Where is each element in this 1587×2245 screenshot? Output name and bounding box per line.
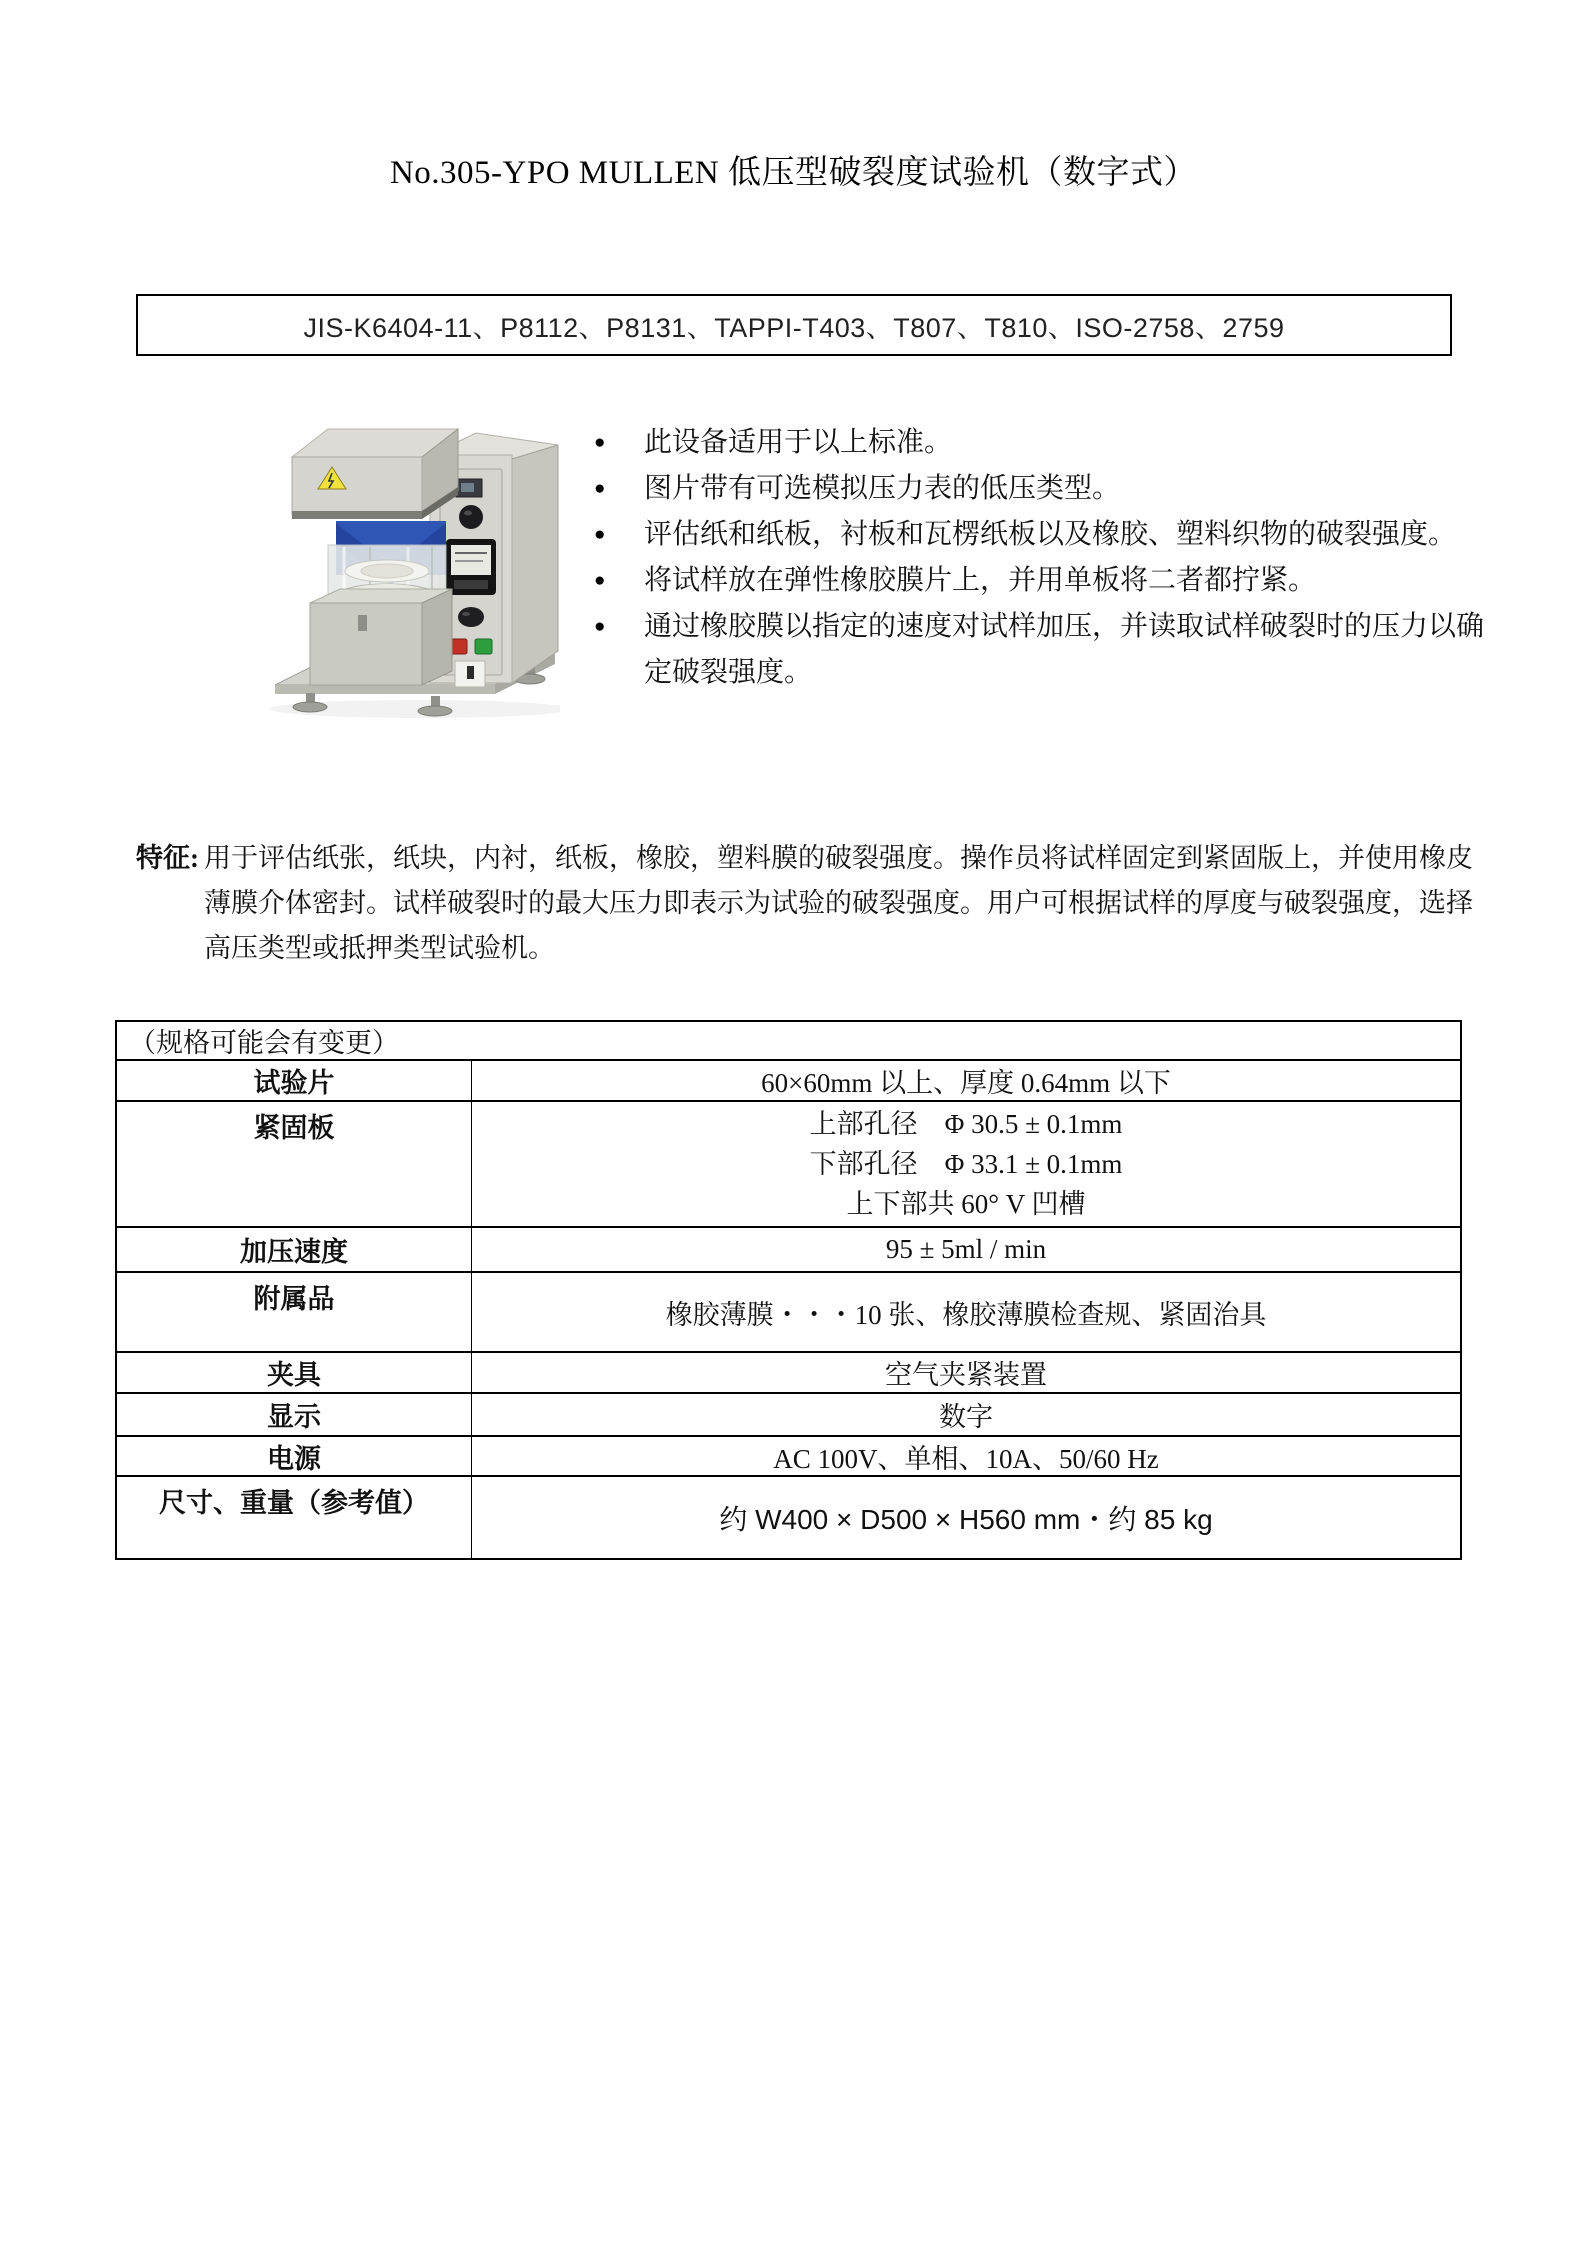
bullet-text: 图片带有可选模拟压力表的低压类型。: [644, 473, 1121, 504]
features-label: 特征:: [136, 843, 199, 873]
spec-label: 电源: [117, 1437, 472, 1475]
table-row: [117, 1353, 1460, 1394]
bullet-text: 将试样放在弹性橡胶膜片上，并用单板将二者都拧紧。: [644, 565, 1317, 596]
feature-bullet-list: [588, 420, 1500, 696]
spec-label: 尺寸、重量（参考值）: [117, 1477, 472, 1558]
features-section: [136, 836, 1474, 971]
spec-value: 60×60mm 以上、厚度 0.64mm 以下: [761, 1068, 1171, 1098]
table-row: [117, 1273, 1460, 1353]
pedestal-switch: [358, 615, 367, 631]
list-item: [588, 558, 1500, 604]
spec-value: AC 100V、单相、10A、50/60 Hz: [773, 1443, 1159, 1474]
spec-table: [115, 1020, 1462, 1560]
table-row: [117, 1102, 1460, 1228]
bullet-icon: ●: [594, 478, 606, 499]
list-item: [588, 512, 1500, 558]
spec-value: [472, 1102, 1460, 1226]
table-row: [117, 1437, 1460, 1477]
spec-table-header: （规格可能会有变更）: [117, 1022, 1460, 1061]
table-row: [117, 1061, 1460, 1102]
table-row: [117, 1394, 1460, 1437]
start-button: [475, 639, 492, 654]
features-text: 用于评估纸张，纸块，内衬，纸板，橡胶，塑料膜的破裂强度。操作员将试样固定到紧固版上，并使用橡皮薄膜介体密封。试样破裂时的最大压力即表示为试验的破裂强度。用户可根据试样的厚度与破裂强度，选择高压类型或抵押类型试验机。: [204, 843, 1473, 963]
spec-label: 附属品: [117, 1273, 472, 1351]
standards-box: [136, 294, 1452, 356]
bullet-text: 评估纸和纸板，衬板和瓦楞纸板以及橡胶、塑料织物的破裂强度。: [644, 519, 1457, 550]
spec-label: 显示: [117, 1394, 472, 1435]
burst-tester-illustration: [240, 393, 560, 727]
standards-text: JIS-K6404-11、P8112、P8131、TAPPI-T403、T807、T810、ISO-2758、2759: [303, 312, 1285, 343]
spec-value-line: 上部孔径 Φ 30.5 ± 0.1mm: [809, 1109, 1123, 1139]
machine-head: [292, 429, 458, 519]
bullet-text: 通过橡胶膜以指定的速度对试样加压，并读取试样破裂时的压力以确定破裂强度。: [644, 611, 1485, 688]
bullet-text: 此设备适用于以上标准。: [644, 427, 953, 458]
spec-value: 空气夹紧装置: [885, 1360, 1047, 1390]
spec-label: 加压速度: [117, 1228, 472, 1271]
spec-value: 约 W400 × D500 × H560 mm・约 85 kg: [719, 1503, 1213, 1535]
list-item: [588, 604, 1500, 696]
bullet-icon: ●: [594, 570, 606, 591]
spec-value: 橡胶薄膜・・・10 张、橡胶薄膜检查规、紧固治具: [665, 1299, 1267, 1330]
bullet-icon: ●: [594, 616, 606, 637]
spec-value-line: 下部孔径 Φ 33.1 ± 0.1mm: [809, 1149, 1123, 1179]
knob-upper: [459, 505, 483, 529]
spec-value-line: 上下部共 60° V 凹槽: [846, 1189, 1086, 1219]
spec-label: 紧固板: [117, 1102, 472, 1226]
list-item: [588, 466, 1500, 512]
product-image: [240, 393, 560, 727]
page-title: No.305-YPO MULLEN 低压型破裂度试验机（数字式）: [389, 155, 1198, 191]
table-row: [117, 1228, 1460, 1273]
power-switch: [455, 661, 485, 687]
bullet-icon: ●: [594, 432, 606, 453]
bullet-icon: ●: [594, 524, 606, 545]
spec-value: 95 ± 5ml / min: [885, 1234, 1047, 1264]
knob-lower: [458, 607, 484, 627]
pressure-gauge: [446, 539, 496, 595]
spec-label: 夹具: [117, 1353, 472, 1392]
machine-pedestal: [310, 589, 452, 685]
stop-button: [450, 639, 467, 654]
spec-value: 数字: [939, 1402, 993, 1432]
table-row: [117, 1477, 1460, 1558]
spec-label: 试验片: [117, 1061, 472, 1100]
list-item: [588, 420, 1500, 466]
